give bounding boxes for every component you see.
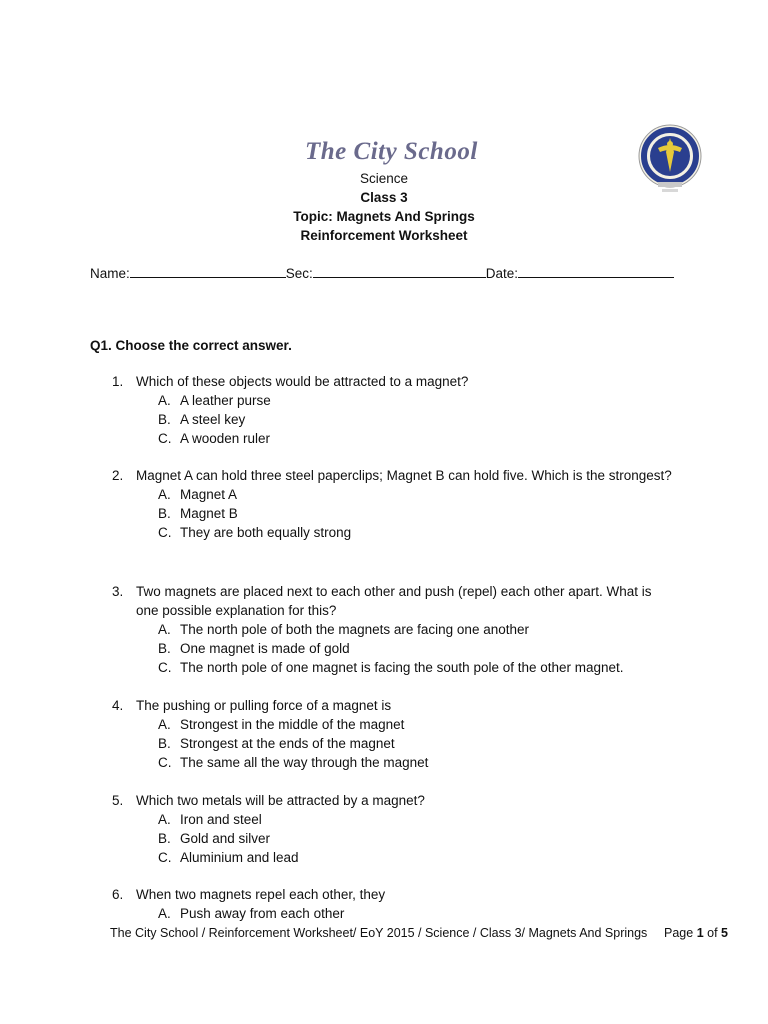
question-6 <box>112 885 672 923</box>
option-a[interactable]: A. Strongest in the middle of the magnet <box>158 717 405 732</box>
sec-blank[interactable] <box>313 265 486 278</box>
question-4 <box>112 696 672 772</box>
footer-text: The City School / Reinforcement Worksheet/ EoY 2015 / Science / Class 3/ Magnets And Springs <box>110 926 648 940</box>
date-blank[interactable] <box>518 265 674 278</box>
worksheet-title: Reinforcement Worksheet <box>300 228 468 243</box>
option-c[interactable]: C. They are both equally strong <box>158 525 352 540</box>
option-a[interactable]: A. Magnet A <box>158 487 238 502</box>
option-a[interactable]: A. A leather purse <box>158 393 271 408</box>
class-title: Class 3 <box>360 190 408 205</box>
name-blank[interactable] <box>130 265 286 278</box>
date-label: Date: <box>485 266 519 281</box>
school-logo: The City School <box>305 138 478 165</box>
question-2 <box>112 466 672 542</box>
section-heading: Q1. Choose the correct answer. <box>90 338 292 353</box>
option-a[interactable]: A. The north pole of both the magnets are facing one another <box>158 622 529 637</box>
question-5 <box>112 791 672 867</box>
question-text: Which two metals will be attracted by a magnet? <box>136 793 425 808</box>
student-info-line <box>90 265 674 281</box>
sec-label: Sec: <box>285 266 313 281</box>
option-b[interactable]: B. Magnet B <box>158 506 238 521</box>
question-3 <box>112 582 672 677</box>
option-b[interactable]: B. Strongest at the ends of the magnet <box>158 736 395 751</box>
option-c[interactable]: C. Aluminium and lead <box>158 850 299 865</box>
question-number: 3. <box>112 584 124 599</box>
name-label: Name: <box>90 266 130 281</box>
option-c[interactable]: C. The same all the way through the magnet <box>158 755 429 770</box>
subject-title: Science <box>359 171 409 186</box>
question-1 <box>112 372 672 448</box>
option-a[interactable]: A. Push away from each other <box>158 906 345 921</box>
option-a[interactable]: A. Iron and steel <box>158 812 262 827</box>
topic-title: Topic: Magnets And Springs <box>293 209 475 224</box>
question-text: Magnet A can hold three steel paperclips; Magnet B can hold five. Which is the strongest? <box>136 468 672 483</box>
option-b[interactable]: B. A steel key <box>158 412 246 427</box>
question-text: Which of these objects would be attracted to a magnet? <box>136 374 469 389</box>
question-number: 4. <box>112 698 124 713</box>
question-text: Two magnets are placed next to each other and push (repel) each other apart. What is one possible explanation for this? <box>136 584 652 618</box>
option-c[interactable]: C. A wooden ruler <box>158 431 271 446</box>
option-c[interactable]: C. The north pole of one magnet is facing the south pole of the other magnet. <box>158 660 624 675</box>
question-number: 1. <box>112 374 124 389</box>
option-b[interactable]: B. Gold and silver <box>158 831 271 846</box>
question-number: 5. <box>112 793 124 808</box>
question-number: 6. <box>112 887 124 902</box>
option-b[interactable]: B. One magnet is made of gold <box>158 641 350 656</box>
question-number: 2. <box>112 468 124 483</box>
page-number: Page 1 of 5 <box>664 926 728 940</box>
question-text: The pushing or pulling force of a magnet is <box>136 698 392 713</box>
question-text: When two magnets repel each other, they <box>136 887 386 902</box>
